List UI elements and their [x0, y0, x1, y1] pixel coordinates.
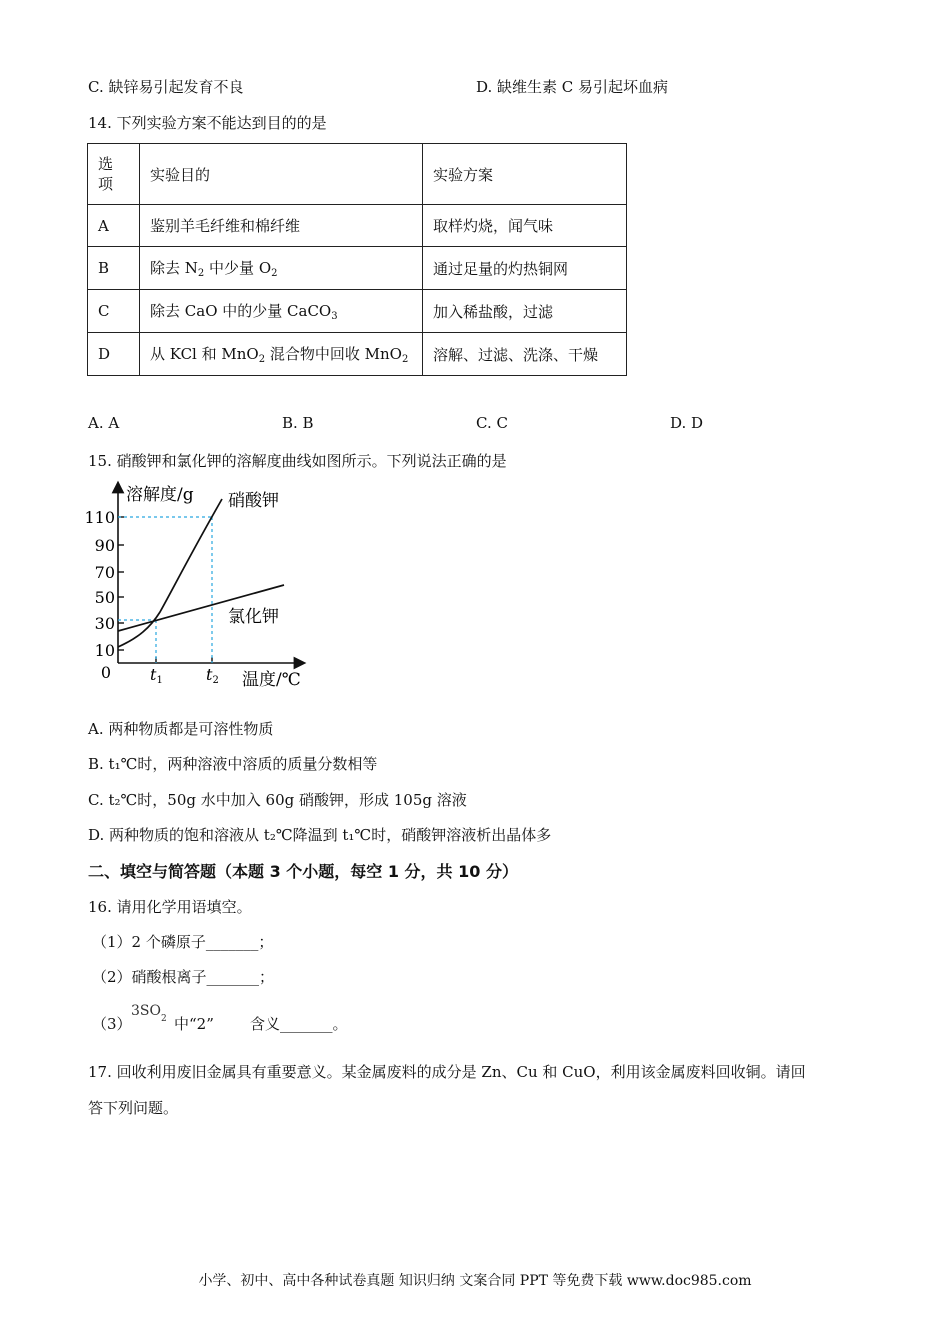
- formula-text: 3SO: [131, 1003, 161, 1019]
- table-row: [88, 290, 627, 333]
- x-tick-label-t2: t2: [206, 665, 219, 686]
- subscript: 2: [197, 268, 205, 279]
- row-purpose: 鉴别羊毛纤维和棉纤维: [140, 205, 423, 247]
- row-purpose: [140, 290, 423, 333]
- subscript: 2: [258, 354, 266, 365]
- y-tick-label: 30: [94, 614, 115, 633]
- row-purpose: [140, 333, 423, 376]
- y-axis-label: 溶解度/g: [126, 485, 194, 505]
- purpose-text: 中少量 O: [204, 259, 272, 277]
- q14-choice-b: B. B: [282, 414, 314, 432]
- curve-kno3: [118, 499, 222, 647]
- page-footer: 小学、初中、高中各种试卷真题 知识归纳 文案合同 PPT 等免费下载 www.doc985.com: [198, 1273, 752, 1289]
- row-option: B: [88, 247, 140, 290]
- series-label-kcl: 氯化钾: [228, 607, 279, 627]
- purpose-text: 混合物中回收 MnO: [265, 345, 402, 363]
- series-label-kno3: 硝酸钾: [228, 491, 279, 511]
- row-purpose: [140, 247, 423, 290]
- q14-table: [87, 143, 627, 376]
- row-option: A: [88, 205, 140, 247]
- y-tick-label: 50: [94, 588, 115, 607]
- solubility-chart: [84, 478, 328, 690]
- purpose-text: 除去 N: [150, 259, 198, 277]
- subscript: 2: [401, 354, 409, 365]
- subscript: 2: [160, 1014, 167, 1024]
- subscript: 3: [331, 311, 338, 322]
- q16-part-3-label: （3）: [92, 1015, 132, 1033]
- q15-option-d: D. 两种物质的饱和溶液从 t₂℃降温到 t₁℃时，硝酸钾溶液析出晶体多: [88, 826, 552, 844]
- q16-part-3-mid: 中“2”: [174, 1015, 214, 1033]
- header-plan: 实验方案: [423, 144, 627, 205]
- y-tick-label: 70: [94, 563, 115, 582]
- table-header-row: [88, 144, 627, 205]
- q13-option-c: C. 缺锌易引起发育不良: [88, 78, 244, 96]
- x-axis-label: 温度/℃: [242, 670, 301, 690]
- table-row: [88, 205, 627, 247]
- q15-option-c: C. t₂℃时，50g 水中加入 60g 硝酸钾，形成 105g 溶液: [88, 791, 467, 809]
- header-option-text: 选项: [98, 155, 114, 193]
- q14-choice-a: A. A: [88, 414, 120, 432]
- q16-stem: 16. 请用化学用语填空。: [88, 898, 252, 916]
- q16-part-2: （2）硝酸根离子_______；: [92, 968, 275, 986]
- q13-option-d: D. 缺维生素 C 易引起坏血病: [476, 78, 669, 96]
- subscript: 2: [271, 268, 278, 279]
- q17-line-1: 17. 回收利用废旧金属具有重要意义。某金属废料的成分是 Zn、Cu 和 CuO，利用该金属废料回收铜。请回: [88, 1063, 806, 1081]
- q17-line-2: 答下列问题。: [88, 1099, 179, 1117]
- q14-stem: 14. 下列实验方案不能达到目的的是: [88, 114, 327, 132]
- row-option: C: [88, 290, 140, 333]
- q15-stem: 15. 硝酸钾和氯化钾的溶解度曲线如图所示。下列说法正确的是: [88, 452, 507, 470]
- row-plan: 溶解、过滤、洗涤、干燥: [423, 333, 627, 376]
- row-option: D: [88, 333, 140, 376]
- section-2-title: 二、填空与简答题（本题 3 个小题，每空 1 分，共 10 分）: [88, 862, 518, 881]
- q14-choice-d: D. D: [670, 414, 704, 432]
- q14-choice-c: C. C: [476, 414, 508, 432]
- x-tick-label-t1: t1: [150, 665, 163, 686]
- y-tick-label: 110: [84, 508, 115, 527]
- row-plan: 通过足量的灼热铜网: [423, 247, 627, 290]
- origin-label: 0: [100, 663, 111, 682]
- row-plan: 取样灼烧，闻气味: [423, 205, 627, 247]
- q16-formula: [131, 1003, 167, 1024]
- row-plan: 加入稀盐酸，过滤: [423, 290, 627, 333]
- q15-option-b: B. t₁℃时，两种溶液中溶质的质量分数相等: [88, 755, 378, 773]
- header-option: [88, 144, 140, 205]
- purpose-text: 除去 CaO 中的少量 CaCO: [150, 302, 332, 320]
- purpose-text: 从 KCl 和 MnO: [150, 345, 259, 363]
- table-row: [88, 333, 627, 376]
- table-row: [88, 247, 627, 290]
- y-tick-label: 10: [94, 641, 115, 660]
- q16-part-1: （1）2 个磷原子_______；: [92, 933, 274, 951]
- q15-option-a: A. 两种物质都是可溶性物质: [88, 720, 274, 738]
- q16-part-3-end: 含义_______。: [250, 1015, 348, 1033]
- header-purpose: 实验目的: [140, 144, 423, 205]
- y-tick-label: 90: [94, 536, 115, 555]
